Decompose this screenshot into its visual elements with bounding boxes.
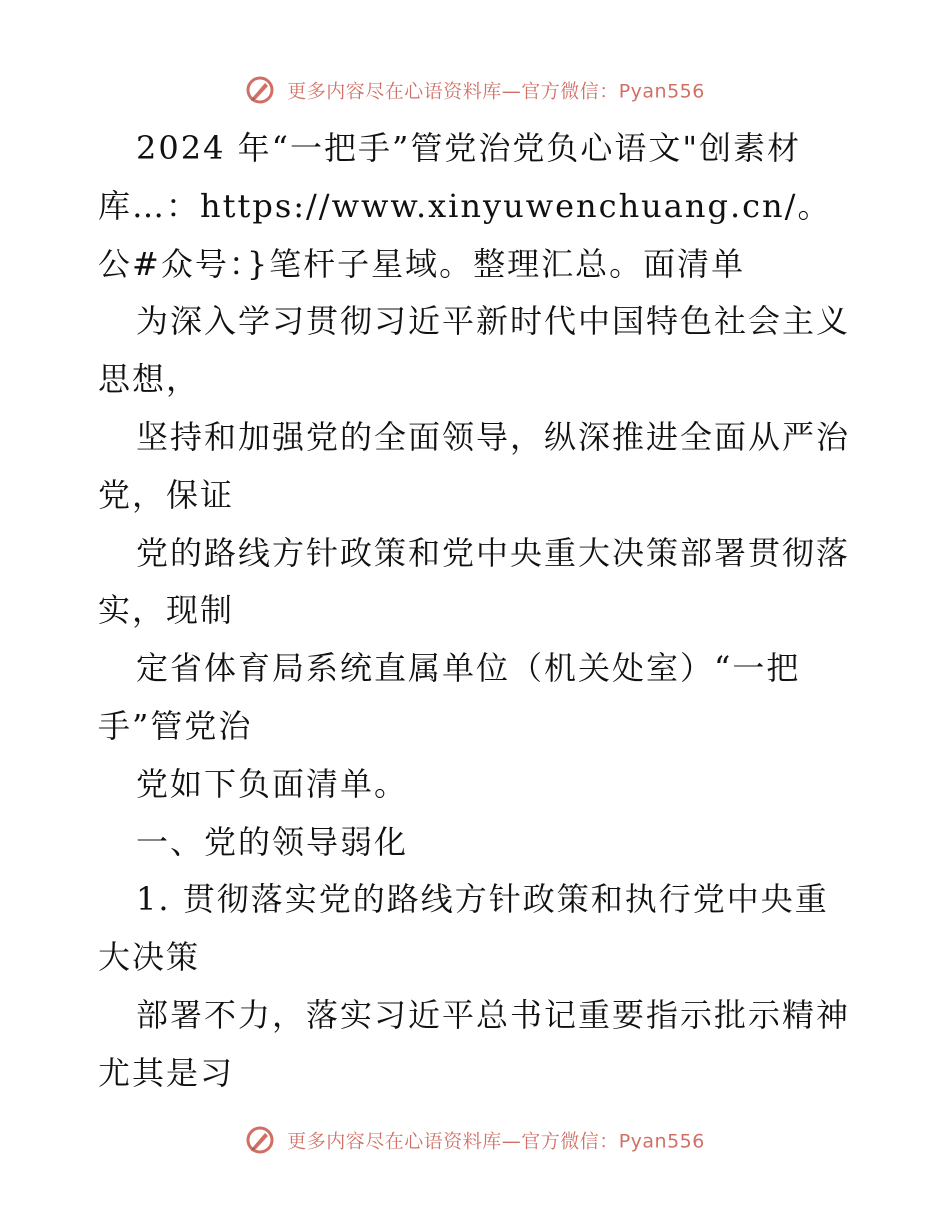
- paragraph: 部署不力，落实习近平总书记重要指示批示精神尤其是习: [98, 995, 851, 1092]
- watermark-text: 更多内容尽在心语资料库—官方微信：Pyan556: [287, 80, 705, 103]
- pen-logo-icon: [245, 1125, 275, 1155]
- watermark-footer: [0, 1125, 950, 1155]
- paragraph: 党的路线方针政策和党中央重大决策部署贯彻落实，现制: [98, 533, 851, 630]
- watermark-header: [0, 75, 950, 105]
- section-heading: 一、党的领导弱化: [136, 822, 409, 861]
- paragraph: 为深入学习贯彻习近平新时代中国特色社会主义思想，: [98, 302, 851, 399]
- paragraph: 党如下负面清单。: [136, 764, 409, 803]
- paragraph: 坚持和加强党的全面领导，纵深推进全面从严治党，保证: [98, 417, 851, 514]
- paragraph: 2024 年“一把手”管党治党负心语文"创素材库…：https://www.xinyuwenchuang.cn/。公#众号：}笔杆子星域。整理汇总。面清单: [98, 129, 832, 283]
- pen-logo-icon: [245, 75, 275, 105]
- document-body: [98, 120, 858, 1103]
- paragraph: 1. 贯彻落实党的路线方针政策和执行党中央重大决策: [98, 880, 829, 977]
- paragraph: 定省体育局系统直属单位（机关处室）“一把手”管党治: [98, 649, 801, 745]
- watermark-text: 更多内容尽在心语资料库—官方微信：Pyan556: [287, 1130, 705, 1153]
